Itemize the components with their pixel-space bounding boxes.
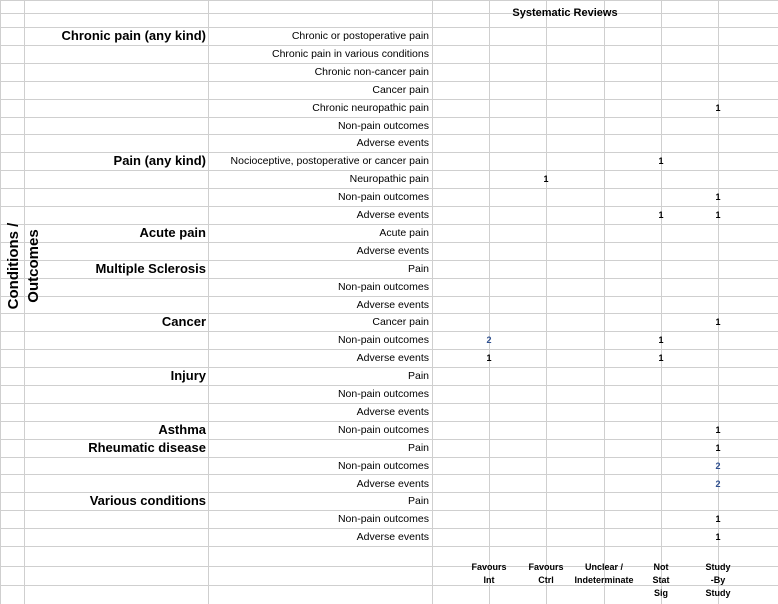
side-axis-label: Conditions / Outcomes xyxy=(5,222,42,310)
outcome-label: Pain xyxy=(407,495,429,508)
outcome-label: Non-pain outcomes xyxy=(337,334,429,347)
outcome-label: Non-pain outcomes xyxy=(337,119,429,132)
outcome-label: Adverse events xyxy=(356,137,429,150)
outcome-label: Non-pain outcomes xyxy=(337,459,429,472)
column-header-fav-ctrl: Favours Ctrl xyxy=(528,562,564,585)
condition-label: Rheumatic disease xyxy=(88,439,206,455)
count-cell: 2 xyxy=(715,478,721,489)
column-header-not-sig: Not Stat Sig xyxy=(652,562,670,598)
outcome-label: Adverse events xyxy=(356,352,429,365)
outcome-label: Non-pain outcomes xyxy=(337,191,429,204)
outcome-label: Adverse events xyxy=(356,531,429,544)
count-cell: 1 xyxy=(658,156,664,167)
outcome-label: Adverse events xyxy=(356,209,429,221)
outcome-label: Cancer pain xyxy=(372,83,429,96)
count-cell: 1 xyxy=(543,174,549,185)
count-cell: 1 xyxy=(715,317,721,328)
table-title: Systematic Reviews xyxy=(512,7,618,19)
outcome-label: Nocioceptive, postoperative or cancer pain xyxy=(230,155,429,168)
outcome-label: Chronic pain in various conditions xyxy=(271,47,429,60)
outcome-label: Adverse events xyxy=(356,405,429,418)
condition-label: Injury xyxy=(170,368,206,384)
outcome-label: Cancer pain xyxy=(372,316,429,329)
condition-label: Multiple Sclerosis xyxy=(95,260,206,276)
outcome-label: Neuropathic pain xyxy=(349,173,429,186)
column-header-unclear: Unclear / Indeterminate xyxy=(574,562,634,585)
outcome-label: Adverse events xyxy=(356,477,429,490)
count-cell: 1 xyxy=(658,210,664,220)
count-cell: 1 xyxy=(715,532,721,543)
count-cell: 1 xyxy=(658,353,664,364)
condition-label: Cancer xyxy=(161,314,206,330)
count-cell: 1 xyxy=(715,210,721,220)
column-header-fav-int: Favours Int xyxy=(471,562,507,585)
outcome-label: Non-pain outcomes xyxy=(337,388,429,400)
condition-label: Asthma xyxy=(158,421,206,437)
count-cell: 1 xyxy=(658,335,664,346)
condition-label: Acute pain xyxy=(139,224,206,240)
count-cell: 2 xyxy=(715,460,721,471)
count-cell: 1 xyxy=(715,192,721,203)
outcome-label: Chronic neuropathic pain xyxy=(312,101,429,114)
outcome-label: Non-pain outcomes xyxy=(337,423,429,436)
outcome-label: Non-pain outcomes xyxy=(337,513,429,526)
outcome-label: Non-pain outcomes xyxy=(337,280,429,293)
count-cell: 1 xyxy=(715,442,721,453)
outcome-label: Chronic or postoperative pain xyxy=(291,30,429,42)
condition-label: Various conditions xyxy=(89,493,206,509)
outcome-label: Chronic non-cancer pain xyxy=(314,65,429,78)
count-cell: 1 xyxy=(715,102,721,113)
outcome-label: Acute pain xyxy=(379,226,429,239)
outcome-label: Adverse events xyxy=(356,244,429,257)
outcome-label: Pain xyxy=(407,370,429,383)
count-cell: 2 xyxy=(486,335,492,346)
column-header-sbs: Study -By Study xyxy=(705,562,731,598)
outcome-label: Pain xyxy=(407,262,429,275)
condition-label: Pain (any kind) xyxy=(113,153,206,169)
outcome-label: Pain xyxy=(407,441,429,454)
outcome-label: Adverse events xyxy=(356,298,429,311)
count-cell: 1 xyxy=(486,353,492,364)
count-cell: 1 xyxy=(715,424,721,435)
condition-label: Chronic pain (any kind) xyxy=(61,28,206,43)
count-cell: 1 xyxy=(715,514,721,525)
